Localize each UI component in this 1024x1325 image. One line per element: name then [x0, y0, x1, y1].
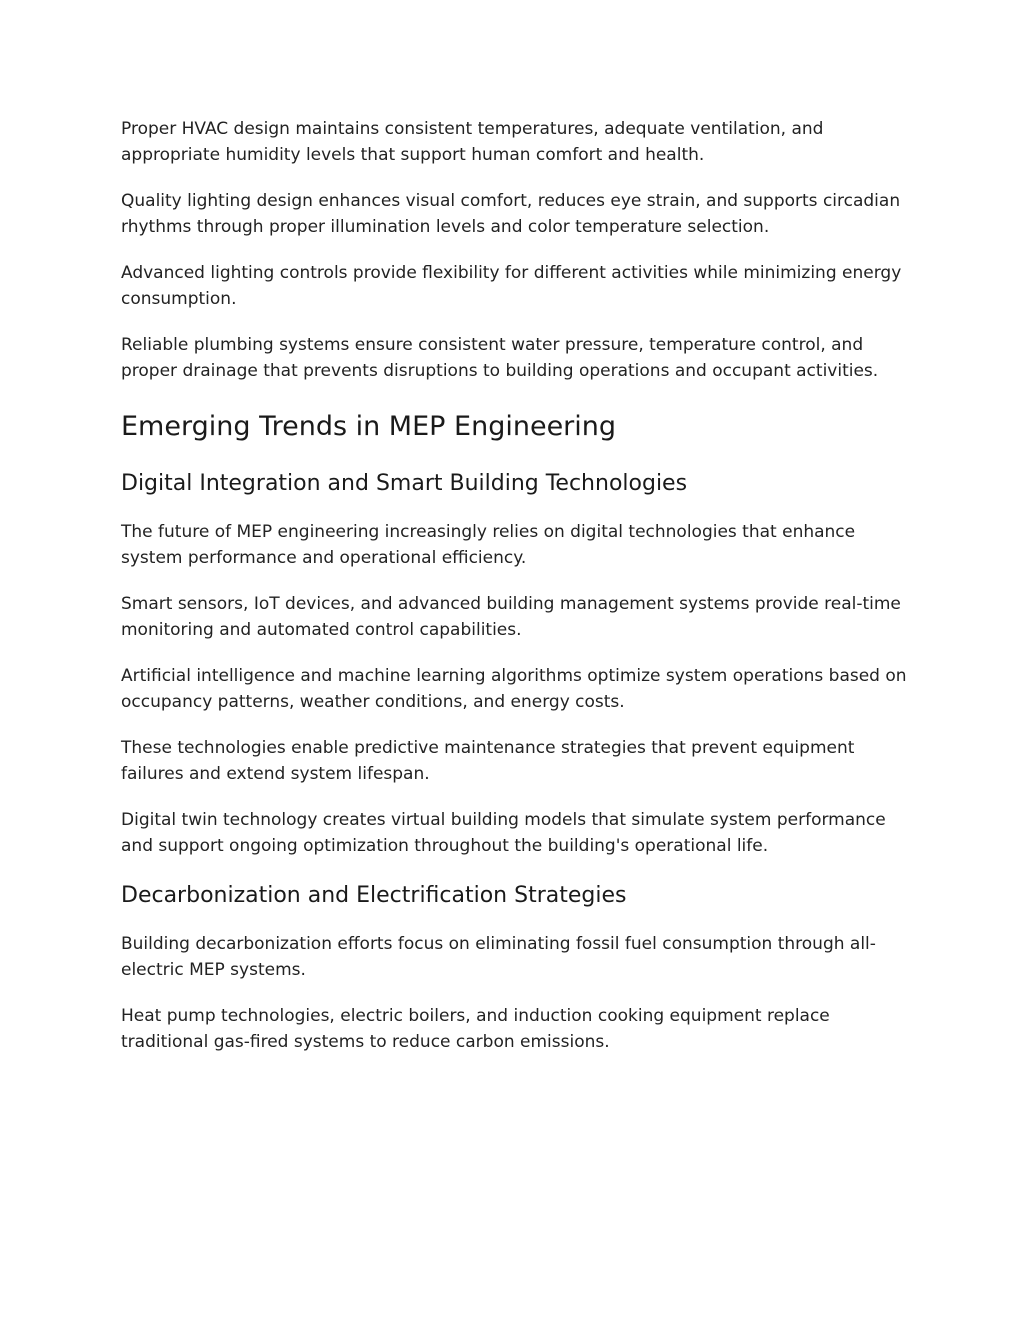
paragraph-digital-twin: Digital twin technology creates virtual building models that simulate system performance and support ongoing optimization throughout the building's operational life.	[121, 810, 886, 856]
subsection-heading-decarbonization: Decarbonization and Electrification Strategies	[121, 883, 627, 908]
paragraph-lighting-controls: Advanced lighting controls provide flexibility for different activities while minimizing energy consumption.	[121, 263, 902, 309]
paragraph-building-decarbonization: Building decarbonization efforts focus on eliminating fossil fuel consumption through all-electric MEP systems.	[121, 934, 876, 980]
section-heading-emerging-trends: Emerging Trends in MEP Engineering	[121, 411, 617, 442]
subsection-heading-digital-integration: Digital Integration and Smart Building Technologies	[121, 471, 688, 496]
document-page	[121, 116, 911, 1075]
paragraph-ai-ml: Artificial intelligence and machine learning algorithms optimize system operations based on occupancy patterns, weather conditions, and energy costs.	[121, 666, 907, 712]
paragraph-lighting-design: Quality lighting design enhances visual comfort, reduces eye strain, and supports circadian rhythms through proper illumination levels and color temperature selection.	[121, 191, 901, 237]
paragraph-plumbing-systems: Reliable plumbing systems ensure consistent water pressure, temperature control, and proper drainage that prevents disruptions to building operations and occupant activities.	[121, 335, 879, 381]
paragraph-predictive-maintenance: These technologies enable predictive maintenance strategies that prevent equipment failures and extend system lifespan.	[121, 738, 855, 784]
paragraph-heat-pump: Heat pump technologies, electric boilers, and induction cooking equipment replace traditional gas-fired systems to reduce carbon emissions.	[121, 1006, 830, 1052]
paragraph-digital-future: The future of MEP engineering increasingly relies on digital technologies that enhance system performance and operational efficiency.	[121, 522, 856, 568]
paragraph-smart-sensors: Smart sensors, IoT devices, and advanced building management systems provide real-time monitoring and automated control capabilities.	[121, 594, 901, 640]
paragraph-hvac-design: Proper HVAC design maintains consistent temperatures, adequate ventilation, and appropriate humidity levels that support human comfort and health.	[121, 119, 824, 165]
